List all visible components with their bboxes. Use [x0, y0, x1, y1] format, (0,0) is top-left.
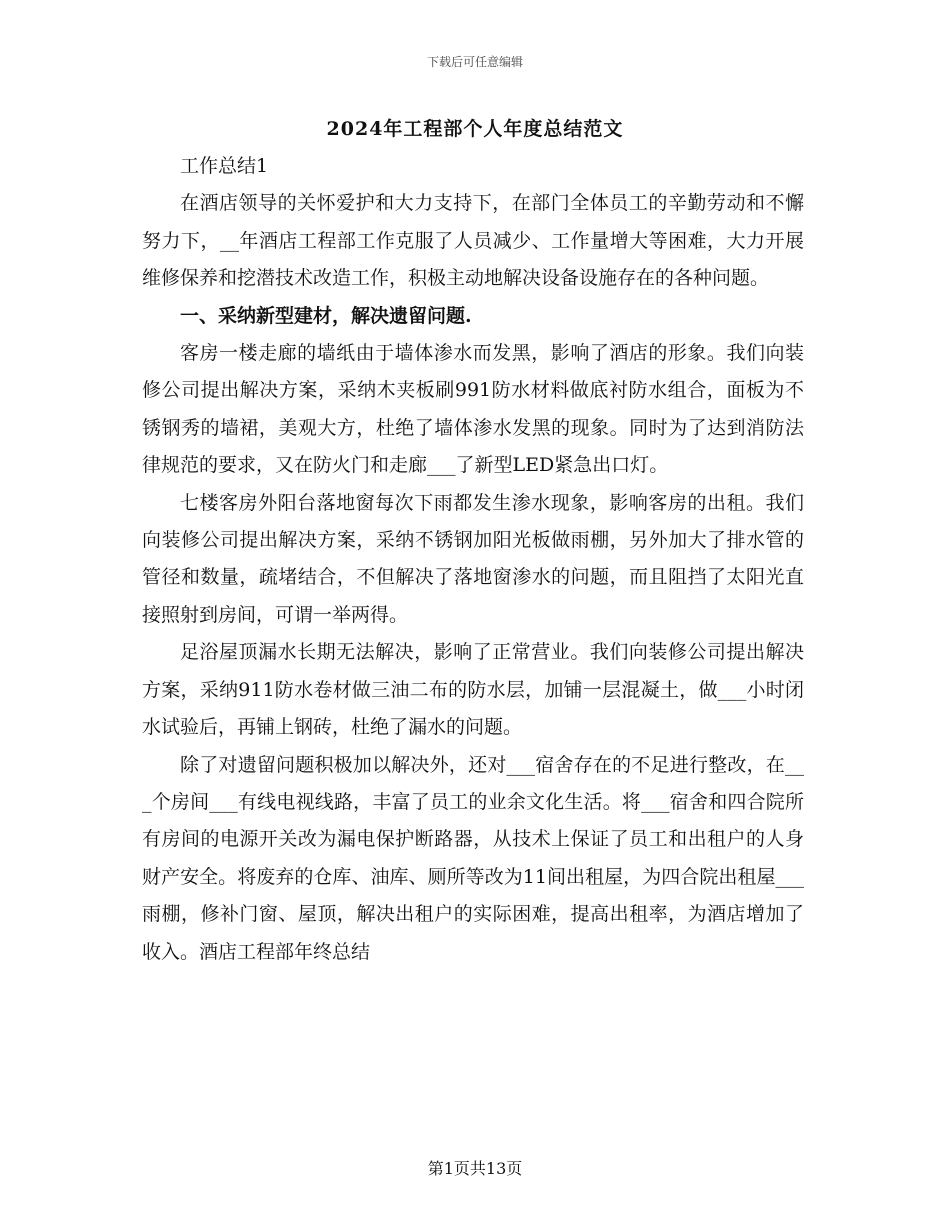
paragraph-intro: 在酒店领导的关怀爱护和大力支持下，在部门全体员工的辛勤劳动和不懈努力下，__年酒店工程部工作克服了人员减少、工作量增大等困难，大力开展维修保养和挖潜技术改造工作，积极主动地解决设备设施存在的各种问题。: [142, 192, 804, 290]
paragraph-corridor-wallpaper: 客房一楼走廊的墙纸由于墙体渗水而发黑，影响了酒店的形象。我们向装修公司提出解决方案，采纳木夹板刷991防水材料做底衬防水组合，面板为不锈钢秀的墙裙，美观大方，杜绝了墙体渗水发黑的现象。同时为了达到消防法律规范的要求，又在防火门和走廊___了新型LED紧急出口灯。: [142, 342, 804, 477]
section-heading: 一、采纳新型建材，解决遗留问题.: [180, 304, 472, 327]
page-number: 第1页共13页: [427, 1159, 523, 1178]
paragraph-balcony-window: 七楼客房外阳台落地窗每次下雨都发生渗水现象，影响客房的出租。我们向装修公司提出解决方案，采纳不锈钢加阳光板做雨棚，另外加大了排水管的管径和数量，疏堵结合，不但解决了落地窗渗水的问题，而且阻挡了太阳光直接照射到房间，可谓一举两得。: [142, 491, 804, 626]
paragraph-dormitory-improvements: 除了对遗留问题积极加以解决外，还对___宿舍存在的不足进行整改，在___个房间___有线电视线路，丰富了员工的业余文化生活。将___宿舍和四合院所有房间的电源开关改为漏电保护断路器，从技术上保证了员工和出租户的人身财产安全。将废弃的仓库、油库、厕所等改为11间出租屋，为四合院出租屋___雨棚，修补门窗、屋顶，解决出租户的实际困难，提高出租率，为酒店增加了收入。酒店工程部年终总结: [142, 753, 804, 963]
document-title: 2024年工程部个人年度总结范文: [326, 118, 624, 140]
document-body: [142, 148, 804, 971]
page-header-note: 下载后可任意编辑: [426, 55, 523, 69]
paragraph-section-label: 工作总结1: [180, 155, 269, 177]
paragraph-foot-bath-roof: 足浴屋顶漏水长期无法解决，影响了正常营业。我们向装修公司提出解决方案，采纳911防水卷材做三油二布的防水层，加铺一层混凝土，做___小时闭水试验后，再铺上钢砖，杜绝了漏水的问题。: [142, 641, 804, 739]
